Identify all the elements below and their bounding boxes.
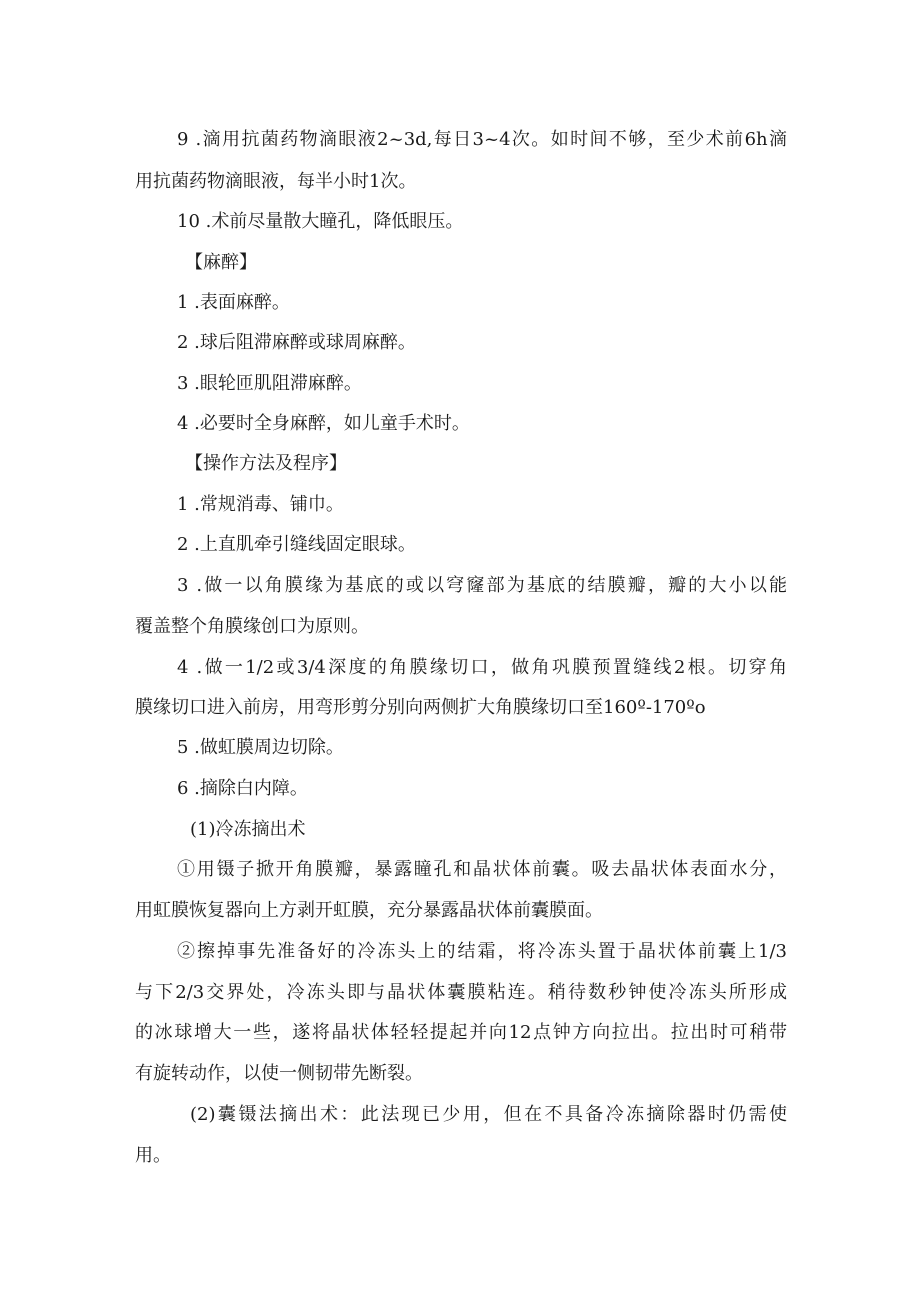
- capsule-forceps-line-2: 用。: [135, 1145, 171, 1166]
- cryo-step-1-line-1: ①用镊子掀开角膜瓣，暴露瞳孔和晶状体前囊。吸去晶状体表面水分，: [177, 859, 787, 880]
- anesthesia-item-2: 2 .球后阻滞麻醉或球周麻醉。: [177, 332, 416, 353]
- procedure-item-4-line-1: 4 .做一1/2或3/4深度的角膜缘切口，做角巩膜预置缝线2根。切穿角: [177, 657, 787, 678]
- cryo-step-2-line-3: 的冰球增大一些，遂将晶状体轻轻提起并向12点钟方向拉出。拉出时可稍带: [135, 1022, 787, 1043]
- procedure-item-3-line-2: 覆盖整个角膜缘创口为原则。: [135, 616, 369, 637]
- section-heading-anesthesia: 【麻醉】: [185, 252, 257, 273]
- procedure-item-6: 6 .摘除白内障。: [177, 778, 308, 799]
- cryo-step-2-line-1: ②擦掉事先准备好的冷冻头上的结霜，将冷冻头置于晶状体前囊上1/3: [177, 941, 787, 962]
- cryo-step-2-line-4: 有旋转动作，以使一侧韧带先断裂。: [135, 1063, 423, 1084]
- anesthesia-item-4: 4 .必要时全身麻醉，如儿童手术时。: [177, 413, 470, 434]
- procedure-item-1: 1 .常规消毒、铺巾。: [177, 494, 344, 515]
- procedure-item-3-line-1: 3 .做一以角膜缘为基底的或以穹窿部为基底的结膜瓣，瓣的大小以能: [177, 575, 787, 596]
- anesthesia-item-3: 3 .眼轮匝肌阻滞麻醉。: [177, 373, 362, 394]
- paragraph-9-line-2: 用抗菌药物滴眼液，每半小时1次。: [135, 171, 417, 192]
- paragraph-9-line-1: 9 .滴用抗菌药物滴眼液2~3d,每日3~4次。如时间不够，至少术前6h滴: [177, 129, 787, 150]
- procedure-item-4-line-2: 膜缘切口进入前房，用弯形剪分别向两侧扩大角膜缘切口至160º-170ºo: [135, 697, 706, 718]
- paragraph-10: 10 .术前尽量散大瞳孔，降低眼压。: [177, 211, 464, 232]
- capsule-forceps-line-1: (2)囊镊法摘出术：此法现已少用，但在不具备冷冻摘除器时仍需使: [190, 1104, 787, 1125]
- procedure-item-2: 2 .上直肌牵引缝线固定眼球。: [177, 534, 416, 555]
- cryo-step-2-line-2: 与下2/3交界处，冷冻头即与晶状体囊膜粘连。稍待数秒钟使冷冻头所形成: [135, 982, 787, 1003]
- anesthesia-item-1: 1 .表面麻醉。: [177, 292, 290, 313]
- subheading-cryo-extraction: (1)冷冻摘出术: [190, 819, 306, 840]
- procedure-item-5: 5 .做虹膜周边切除。: [177, 737, 344, 758]
- section-heading-procedure: 【操作方法及程序】: [185, 453, 347, 474]
- cryo-step-1-line-2: 用虹膜恢复器向上方剥开虹膜，充分暴露晶状体前囊膜面。: [135, 900, 603, 921]
